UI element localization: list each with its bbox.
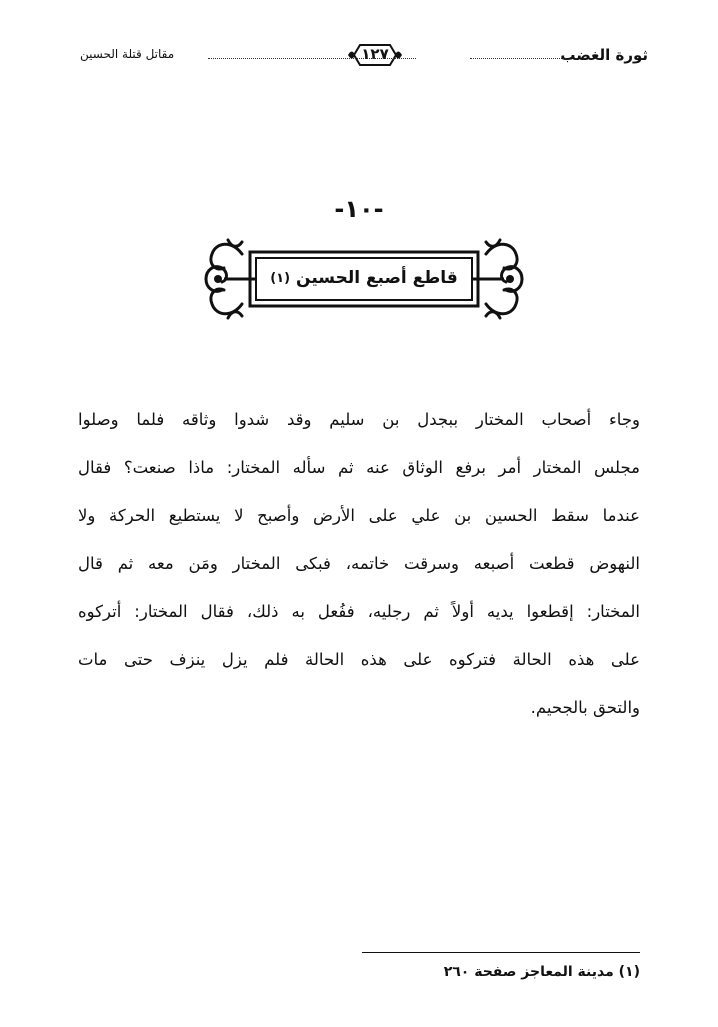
chapter-title-frame [198,234,530,324]
body-paragraph [78,396,640,732]
page-number: ١٢٧ [361,45,389,63]
body-line: المختار: إقطعوا يديه أولاً ثم رجليه، ففُعل به ذلك، فقال المختار: أتركوه [78,602,640,621]
body-line: مجلس المختار أمر برفع الوثاق عنه ثم سأله المختار: ماذا صنعت؟ فقال [78,458,640,477]
footnote-divider [362,952,640,953]
footnote-reference: (١) [270,270,291,286]
page-number-badge [346,38,404,72]
body-line: على هذه الحالة فتركوه على هذه الحالة فلم يزل ينزف حتى مات [78,650,640,669]
book-title: ثورة الغضب [560,46,648,64]
header-dotted-leader-right [470,58,566,59]
chapter-title-box [256,258,472,298]
body-line: عندما سقط الحسين بن علي على الأرض وأصبح لا يستطيع الحركة ولا [78,506,640,525]
footnote: (١) مدينة المعاجز صفحة ٢٦٠ [443,964,640,980]
chapter-number: -١٠- [334,195,384,223]
body-line: النهوض قطعت أصبعه وسرقت خاتمه، فبكى المختار ومَن معه ثم قال [78,554,640,573]
running-chapter-title: مقاتل قتلة الحسين [80,47,175,61]
body-line: والتحق بالجحيم. [530,698,640,717]
header-dotted-leader-left [208,58,416,59]
body-line: وجاء أصحاب المختار ببجدل بن سليم وقد شدوا وثاقه فلما وصلوا [78,410,640,429]
chapter-title: قاطع أصبع الحسين [296,268,458,288]
running-header [70,38,648,72]
